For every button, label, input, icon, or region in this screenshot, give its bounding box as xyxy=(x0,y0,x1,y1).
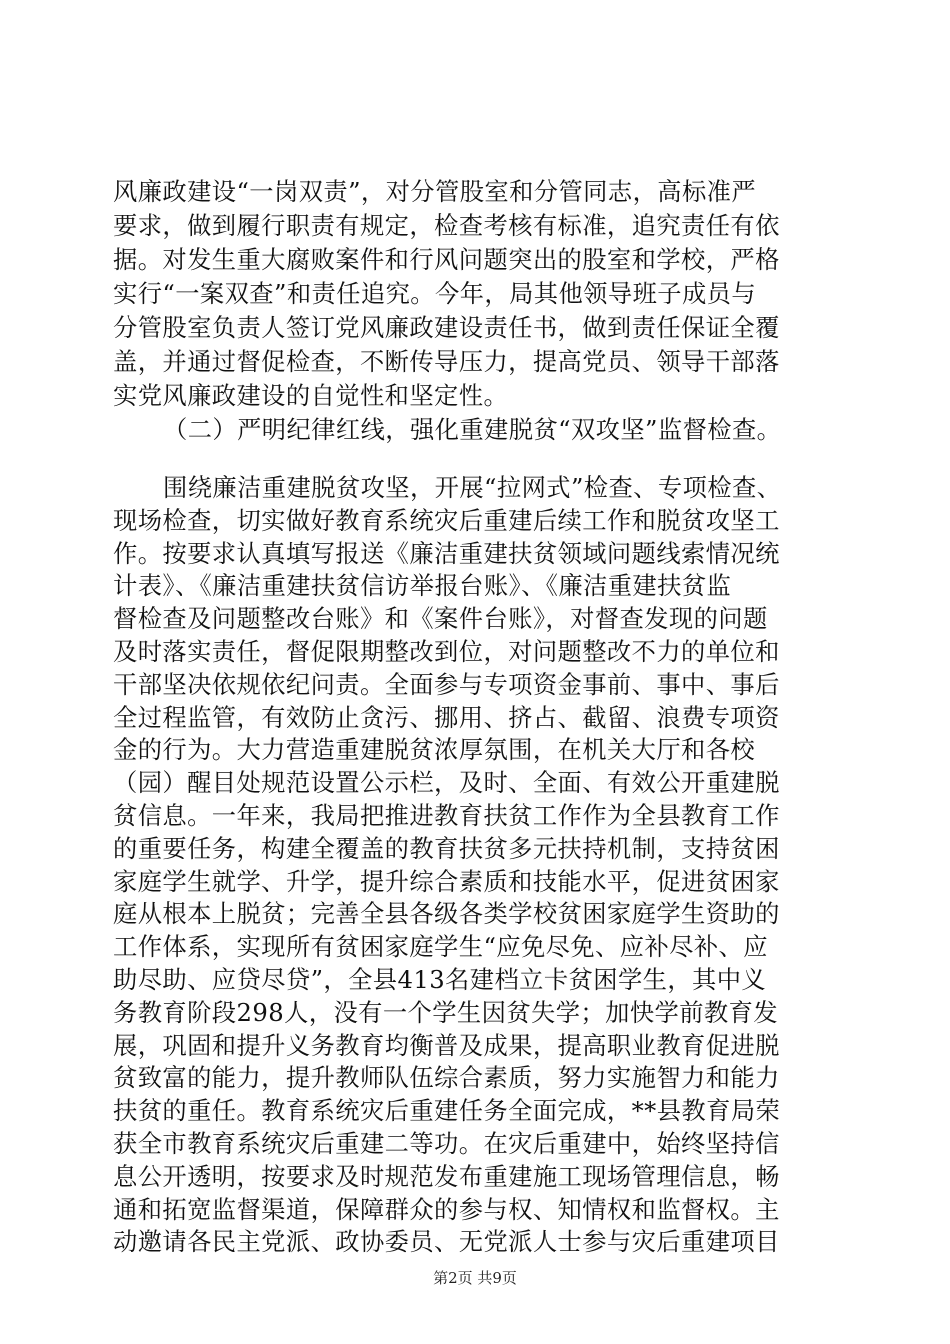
text-line: 实行“一案双查”和责任追究。今年，局其他领导班子成员与 xyxy=(113,279,757,308)
text-line: 扶贫的重任。教育系统灾后重建任务全面完成，**县教育局荣 xyxy=(113,1096,781,1126)
text-line: 要求，做到履行职责有规定，检查考核有标准，追究责任有依 xyxy=(113,211,780,240)
text-line: 动邀请各民主党派、政协委员、无党派人士参与灾后重建项目 xyxy=(113,1227,780,1257)
text-line: 通和拓宽监督渠道，保障群众的参与权、知情权和监督权。主 xyxy=(113,1194,780,1224)
text-line: 全过程监管，有效防止贪污、挪用、挤占、截留、浪费专项资 xyxy=(113,702,780,732)
text-line: 风廉政建设“一岗双责”，对分管股室和分管同志，高标准严 xyxy=(113,177,757,206)
text-line: 展，巩固和提升义务教育均衡普及成果，提高职业教育促进脱 xyxy=(113,1030,780,1060)
text-line: 据。对发生重大腐败案件和行风问题突出的股室和学校，严格 xyxy=(113,245,780,274)
text-line: 干部坚决依规依纪问责。全面参与专项资金事前、事中、事后 xyxy=(113,669,780,699)
text-line: 督检查及问题整改台账》和《案件台账》，对督查发现的问题 xyxy=(113,604,768,634)
text-line: （园）醒目处规范设置公示栏，及时、全面、有效公开重建脱 xyxy=(113,768,780,798)
text-line: 工作体系，实现所有贫困家庭学生“应免尽免、应补尽补、应 xyxy=(113,932,768,962)
text-line: 金的行为。大力营造重建脱贫浓厚氛围，在机关大厅和各校 xyxy=(113,735,756,765)
text-line: 分管股室负责人签订党风廉政建设责任书，做到责任保证全覆 xyxy=(113,313,780,342)
text-line: 获全市教育系统灾后重建二等功。在灾后重建中，始终坚持信 xyxy=(113,1129,780,1158)
text-line: 息公开透明，按要求及时规范发布重建施工现场管理信息，畅 xyxy=(113,1161,780,1191)
text-line: 及时落实责任，督促限期整改到位，对问题整改不力的单位和 xyxy=(113,637,780,666)
text-line: 助尽助、应贷尽贷”，全县413名建档立卡贫困学生，其中义 xyxy=(113,965,767,994)
section-heading: （二）严明纪律红线，强化重建脱贫“双攻坚”监督检查。 xyxy=(163,415,782,444)
text-line: 务教育阶段298人，没有一个学生因贫失学；加快学前教育发 xyxy=(113,997,778,1027)
text-line: 盖，并通过督促检查，不断传导压力，提高党员、领导干部落 xyxy=(113,347,780,376)
text-line: 庭从根本上脱贫；完善全县各级各类学校贫困家庭学生资助的 xyxy=(113,899,780,929)
text-line: 现场检查，切实做好教育系统灾后重建后续工作和脱贫攻坚工 xyxy=(113,505,780,535)
text-line: 作。按要求认真填写报送《廉洁重建扶贫领域问题线索情况统 xyxy=(113,538,780,568)
text-line: 贫信息。一年来，我局把推进教育扶贫工作作为全县教育工作 xyxy=(113,801,780,830)
page-number-footer: 第2页 共9页 xyxy=(433,1269,517,1287)
text-line: 计表》、《廉洁重建扶贫信访举报台账》、《廉洁重建扶贫监 xyxy=(113,571,732,601)
text-line: 实党风廉政建设的自觉性和坚定性。 xyxy=(113,381,509,410)
text-line: 家庭学生就学、升学，提升综合素质和技能水平，促进贫困家 xyxy=(113,866,780,896)
text-line: 贫致富的能力，提升教师队伍综合素质，努力实施智力和能力 xyxy=(113,1063,780,1093)
text-line: 的重要任务，构建全覆盖的教育扶贫多元扶持机制，支持贫困 xyxy=(113,833,780,863)
paragraph-first-line: 围绕廉洁重建脱贫攻坚，开展“拉网式”检查、专项检查、 xyxy=(163,473,782,502)
